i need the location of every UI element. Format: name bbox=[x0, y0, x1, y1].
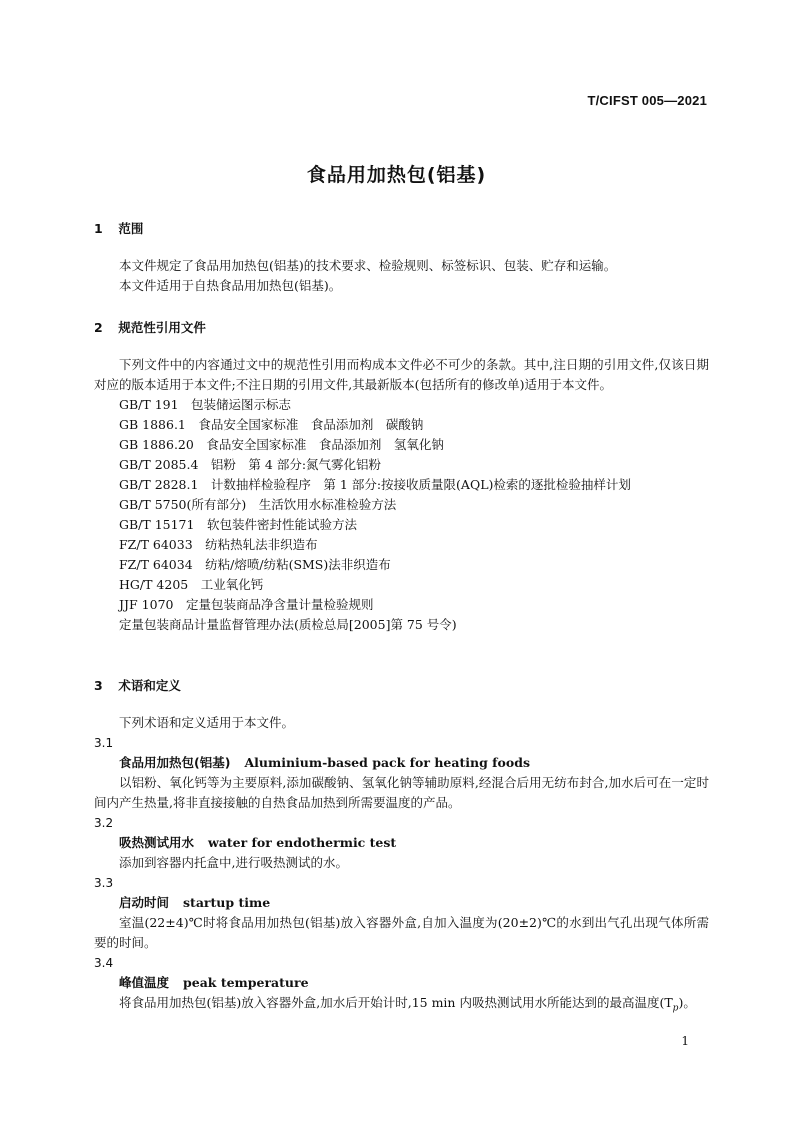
document-title: 食品用加热包(铝基) bbox=[306, 164, 487, 186]
term-number: 3.1 bbox=[94, 736, 114, 750]
term-zh: 食品用加热包(铝基) bbox=[119, 755, 231, 770]
section-heading bbox=[94, 318, 709, 338]
reference-item: GB/T 5750(所有部分) 生活饮用水标准检验方法 bbox=[119, 497, 397, 512]
term-en: water for endothermic test bbox=[208, 835, 397, 850]
section-scope bbox=[94, 219, 709, 296]
term-zh: 峰值温度 bbox=[119, 975, 170, 990]
reference-item: JJF 1070 定量包装商品净含量计量检验规则 bbox=[119, 597, 374, 612]
paragraph: 本文件规定了食品用加热包(铝基)的技术要求、检验规则、标签标识、包装、贮存和运输。 bbox=[119, 258, 617, 273]
section-heading bbox=[94, 219, 709, 239]
paragraph: 下列文件中的内容通过文中的规范性引用而构成本文件必不可少的条款。其中,注日期的引用文件,仅该日期对应的版本适用于本文件;不注日期的引用文件,其最新版本(包括所有的修改单)适用于本文件。 bbox=[94, 357, 709, 392]
term-heading bbox=[94, 973, 709, 993]
term-number: 3.4 bbox=[94, 956, 114, 970]
page-number: 1 bbox=[681, 1034, 689, 1048]
subscript: p bbox=[672, 1003, 679, 1014]
reference-item: FZ/T 64034 纺粘/熔喷/纺粘(SMS)法非织造布 bbox=[119, 557, 391, 572]
term-definition: 室温(22±4)℃时将食品用加热包(铝基)放入容器外盒,自加入温度为(20±2)℃的水到出气孔出现气体所需要的时间。 bbox=[94, 915, 709, 950]
reference-item: FZ/T 64033 纺粘热轧法非织造布 bbox=[119, 537, 318, 552]
paragraph: 下列术语和定义适用于本文件。 bbox=[119, 715, 295, 730]
reference-item: GB/T 15171 软包装件密封性能试验方法 bbox=[119, 517, 357, 532]
section-normative-references bbox=[94, 318, 709, 635]
section-number: 1 bbox=[94, 221, 103, 236]
term-definition: 以铝粉、氧化钙等为主要原料,添加碳酸钠、氢氧化钠等辅助原料,经混合后用无纺布封合,加水后可在一定时间内产生热量,将非直接接触的自热食品加热到所需要温度的产品。 bbox=[94, 775, 709, 810]
reference-item: GB/T 191 包装储运图示标志 bbox=[119, 397, 292, 412]
reference-item: GB/T 2085.4 铝粉 第 4 部分:氮气雾化铝粉 bbox=[119, 457, 382, 472]
document-code: T/CIFST 005—2021 bbox=[587, 93, 707, 108]
term-en: peak temperature bbox=[183, 975, 309, 990]
term-definition: 添加到容器内托盒中,进行吸热测试的水。 bbox=[119, 855, 348, 870]
section-heading-text: 术语和定义 bbox=[118, 678, 181, 693]
term-definition bbox=[94, 993, 709, 1019]
term-en: startup time bbox=[183, 895, 271, 910]
section-number: 3 bbox=[94, 678, 103, 693]
term-en: Aluminium-based pack for heating foods bbox=[244, 755, 530, 770]
section-heading-text: 范围 bbox=[118, 221, 144, 236]
reference-item: GB 1886.20 食品安全国家标准 食品添加剂 氢氧化钠 bbox=[119, 437, 444, 452]
section-heading bbox=[94, 676, 709, 696]
section-heading-text: 规范性引用文件 bbox=[118, 320, 206, 335]
term-definition-end: )。 bbox=[678, 995, 696, 1010]
term-zh: 启动时间 bbox=[119, 895, 170, 910]
term-heading bbox=[94, 753, 709, 773]
term-zh: 吸热测试用水 bbox=[119, 835, 195, 850]
term-heading bbox=[94, 833, 709, 853]
section-terms-definitions bbox=[94, 676, 709, 1019]
term-number: 3.3 bbox=[94, 876, 114, 890]
term-definition-text: 将食品用加热包(铝基)放入容器外盒,加水后开始计时,15 min 内吸热测试用水所能达到的最高温度(T bbox=[119, 995, 673, 1010]
paragraph: 本文件适用于自热食品用加热包(铝基)。 bbox=[119, 278, 342, 293]
reference-item: HG/T 4205 工业氧化钙 bbox=[119, 577, 264, 592]
term-number: 3.2 bbox=[94, 816, 114, 830]
reference-item: 定量包装商品计量监督管理办法(质检总局[2005]第 75 号令) bbox=[119, 617, 457, 632]
section-number: 2 bbox=[94, 320, 103, 335]
reference-item: GB 1886.1 食品安全国家标准 食品添加剂 碳酸钠 bbox=[119, 417, 424, 432]
reference-item: GB/T 2828.1 计数抽样检验程序 第 1 部分:按接收质量限(AQL)检索的逐批检验抽样计划 bbox=[119, 477, 631, 492]
term-heading bbox=[94, 893, 709, 913]
